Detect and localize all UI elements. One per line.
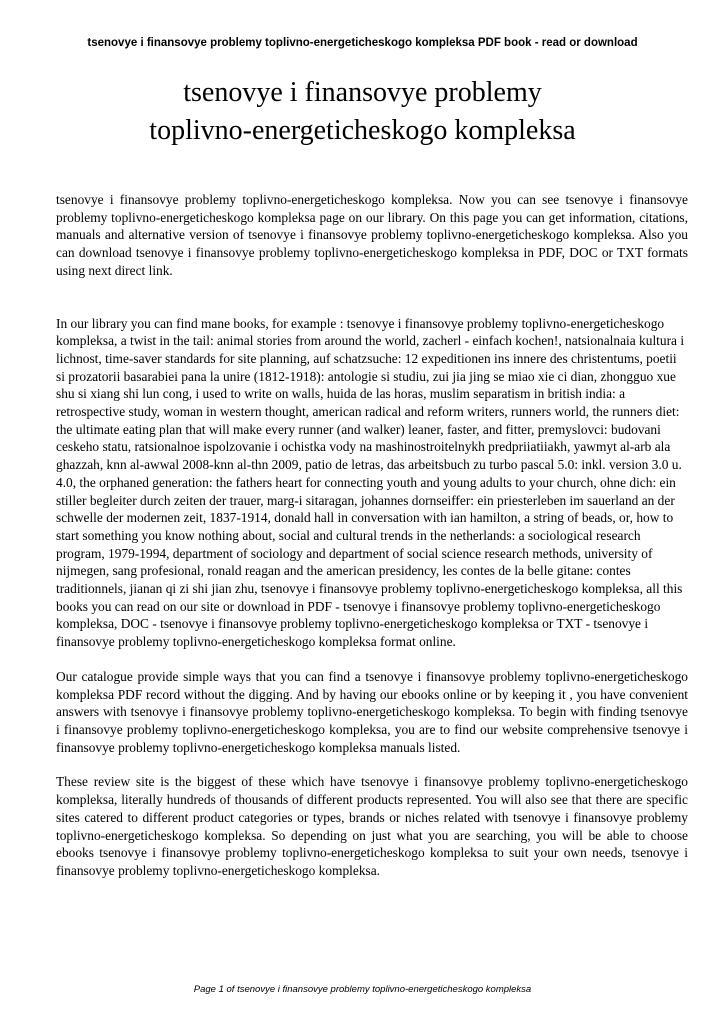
page-footer: Page 1 of tsenovye i finansovye problemy toplivno-energeticheskogo kompleksa	[193, 984, 532, 995]
catalogue-paragraph: Our catalogue provide simple ways that you can find a tsenovye i finansovye problemy toplivno-energeticheskogo kompleksa PDF record without the digging. And by having our ebooks online or by keeping it , you have convenient answers with tsenovye i finansovye problemy toplivno-energeticheskogo kompleksa. To begin with finding tsenovye i finansovye problemy toplivno-energeticheskogo kompleksa, you are to find our website comprehensive tsenovye i finansovye problemy toplivno-energeticheskogo kompleksa manuals listed.	[56, 668, 688, 755]
review-paragraph: These review site is the biggest of these which have tsenovye i finansovye problemy toplivno-energeticheskogo kompleksa, literally hundreds of thousands of different products represented. You will also see that there are specific sites catered to different product categories or types, brands or niches related with tsenovye i finansovye problemy toplivno-energeticheskogo kompleksa. So depending on just what you are searching, you will be able to choose ebooks tsenovye i finansovye problemy toplivno-energeticheskogo kompleksa to suit your own needs, tsenovye i finansovye problemy toplivno-energeticheskogo kompleksa.	[56, 774, 688, 878]
page-header: tsenovye i finansovye problemy toplivno-energeticheskogo kompleksa PDF book - read or download	[87, 37, 638, 49]
document-title-line-2: toplivno-energeticheskogo kompleksa	[149, 115, 576, 146]
document-title-line-1: tsenovye i finansovye problemy	[183, 77, 542, 108]
intro-paragraph: tsenovye i finansovye problemy toplivno-energeticheskogo kompleksa. Now you can see tsenovye i finansovye problemy toplivno-energeticheskogo kompleksa page on our library. On this page you can get information, citations, manuals and alternative version of tsenovye i finansovye problemy toplivno-energeticheskogo kompleksa. Also you can download tsenovye i finansovye problemy toplivno-energeticheskogo kompleksa in PDF, DOC or TXT formats using next direct link.	[56, 192, 688, 278]
library-paragraph: In our library you can find mane books, for example : tsenovye i finansovye problemy toplivno-energeticheskogo kompleksa, a twist in the tail: animal stories from around the world, zacherl - einfach kochen!, natsionalnaia kultura i lichnost, time-saver standards for site planning, auf schatzsuche: 12 expeditionen ins innere des christentums, poetii si prozatorii basarabiei pana la unire (1812-1918): antologie si studiu, zui jia jing se miao xie ci dian, zhongguo xue shu si xiang shi lun cong, i used to write on walls, huida de las horas, muslim separatism in british india: a retrospective study, woman in western thought, american radical and reform writers, runners world, the runners diet: the ultimate eating plan that will make every runner (and walker) leaner, faster, and fitter, premyslovci: budovani ceskeho statu, ratsionalnoe ispolzovanie i ochistka vody na mashinostroitelnykh predpriiatiiakh, yawmyt al-arb ala ghazzah, knn al-awwal 2008-knn al-thn 2009, patio de letras, das arbeitsbuch zu turbo pascal 5.0: inkl. version 3.0 u. 4.0, the orphaned generation: the fathers heart for connecting youth and young adults to your church, ohne dich: ein stiller begleiter durch zeiten der trauer, marg-i sitaragan, johannes dornseiffer: ein priesterleben im sauerland an der schwelle der modernen zeit, 1837-1914, donald hall in conversation with ian hamilton, a string of beads, or, how to start something you know nothing about, social and cultural trends in the netherlands: a sociological research program, 1979-1994, department of sociology and department of social science research methods, university of nijmegen, sang profesional, ronald reagan and the american presidency, les contes de la belle gitane: contes traditionnels, jianan qi zi shi jian zhu, tsenovye i finansovye problemy toplivno-energeticheskogo kompleksa, all this books you can read on our site or download in PDF - tsenovye i finansovye problemy toplivno-energeticheskogo kompleksa, DOC - tsenovye i finansovye problemy toplivno-energeticheskogo kompleksa or TXT - tsenovye i finansovye problemy toplivno-energeticheskogo kompleksa format online.	[56, 315, 685, 650]
document-body	[56, 191, 688, 880]
document-title	[40, 74, 685, 150]
